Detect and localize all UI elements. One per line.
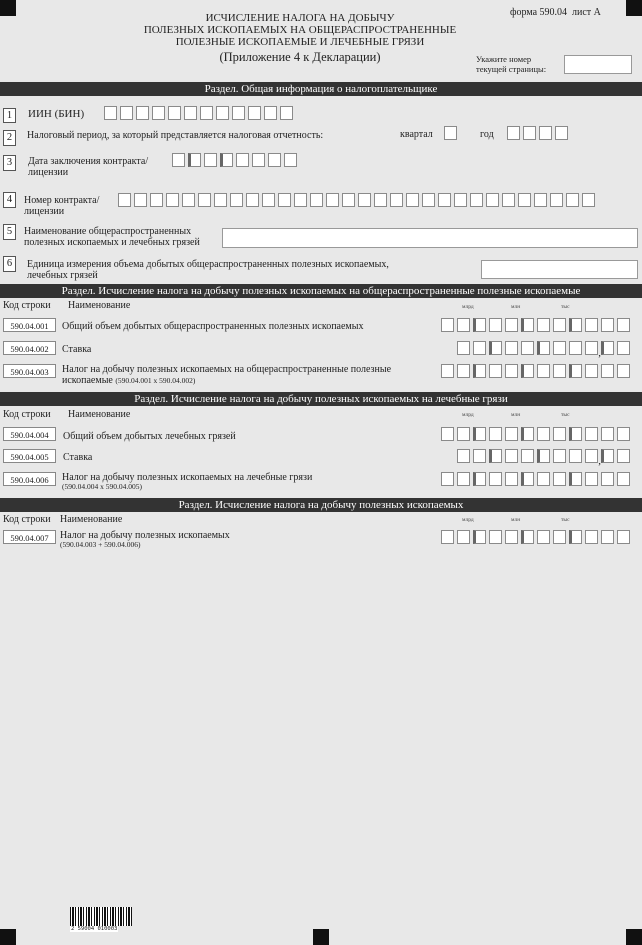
row-code-006: 590.04.006 — [3, 472, 56, 486]
row-name-003-line-2 — [62, 375, 391, 386]
contract-number-label-2: лицензии — [24, 206, 65, 217]
barcode — [70, 907, 132, 926]
corner-marker-bottom-left — [0, 929, 16, 945]
row-input-001[interactable] — [441, 318, 633, 332]
quarter-label: квартал — [400, 129, 433, 140]
corner-marker-top-right — [626, 0, 642, 16]
mineral-name-label — [24, 226, 200, 248]
page-label-line-1: Укажите номер — [476, 54, 532, 64]
row-input-003[interactable] — [441, 364, 633, 378]
col-code-header-total: Код строки — [3, 514, 51, 525]
unit-ths-mud: тыс — [561, 412, 570, 418]
field-number-2: 2 — [3, 130, 16, 146]
field-number-6: 6 — [3, 256, 16, 272]
row-code-001: 590.04.001 — [3, 318, 56, 332]
col-name-header-mud: Наименование — [68, 409, 131, 420]
row-name-007-line-1: Налог на добычу полезных ископаемых — [60, 530, 230, 541]
unit-measure-label-1: Единица измерения объема добытых общераспространенных полезных ископаемых, — [27, 259, 389, 270]
unit-measure-label — [27, 259, 389, 281]
row-formula-003: (590.04.001 x 590.04.002) — [115, 376, 196, 385]
barcode-text: 2 59004 010003 — [71, 926, 118, 932]
form-subtitle: (Приложение 4 к Декларации) — [219, 50, 381, 64]
page-label-line-2: текущей страницы: — [476, 64, 547, 74]
form-title — [120, 12, 480, 63]
col-name-header-total: Наименование — [60, 514, 123, 525]
corner-marker-bottom-right — [626, 929, 642, 945]
mineral-name-label-2: полезных ископаемых и лечебных грязей — [24, 237, 200, 248]
tax-period-label: Налоговый период, за который представляется налоговая отчетность: — [27, 130, 324, 141]
row-name-004: Общий объем добытых лечебных грязей — [63, 431, 236, 442]
field-number-1: 1 — [3, 108, 16, 123]
row-name-003-line-1: Налог на добычу полезных ископаемых на общераспространенные полезные — [62, 364, 392, 375]
title-line-2: ПОЛЕЗНЫХ ИСКОПАЕМЫХ НА ОБЩЕРАСПРОСТРАНЕННЫЕ — [143, 24, 457, 36]
col-code-header-mud: Код строки — [3, 409, 51, 420]
col-code-header: Код строки — [3, 300, 51, 311]
unit-bln-total: млрд — [462, 517, 474, 523]
contract-number-label — [24, 195, 99, 217]
row-name-007 — [60, 530, 230, 549]
row-name-003 — [62, 364, 391, 386]
row-code-003: 590.04.003 — [3, 364, 56, 378]
section-mud-header: Раздел. Исчисление налога на добычу полезных ископаемых на лечебные грязи — [0, 392, 642, 406]
row-code-002: 590.04.002 — [3, 341, 56, 355]
row-input-004[interactable] — [441, 427, 633, 441]
row-input-005[interactable] — [457, 449, 633, 463]
contract-date-label — [28, 156, 148, 178]
unit-bln-mud: млрд — [462, 412, 474, 418]
corner-marker-top-left — [0, 0, 16, 16]
contract-date-label-1: Дата заключения контракта/ — [28, 156, 149, 167]
iin-input[interactable] — [104, 106, 296, 120]
row-code-005: 590.04.005 — [3, 449, 56, 463]
row-name-006 — [62, 472, 312, 491]
unit-mln-total: млн — [511, 517, 521, 523]
section-common-header: Раздел. Исчисление налога на добычу полезных ископаемых на общераспространенные полезные ископаемые — [0, 284, 642, 298]
field-number-5: 5 — [3, 224, 16, 240]
row-code-004: 590.04.004 — [3, 427, 56, 441]
page-number-input[interactable] — [564, 55, 632, 74]
unit-bln: млрд — [462, 304, 474, 310]
unit-ths-total: тыс — [561, 517, 570, 523]
mineral-name-label-1: Наименование общераспространенных — [24, 226, 192, 237]
row-formula-006: (590.04.004 x 590.04.005) — [62, 482, 142, 491]
year-input[interactable] — [507, 126, 571, 140]
field-number-3: 3 — [3, 155, 16, 171]
row-name-003-line-2-text: ископаемые — [62, 375, 113, 386]
mineral-name-input[interactable] — [222, 228, 638, 248]
row-name-002: Ставка — [62, 344, 92, 355]
row-name-005: Ставка — [63, 452, 93, 463]
row-input-006[interactable] — [441, 472, 633, 486]
title-line-1: ИСЧИСЛЕНИЕ НАЛОГА НА ДОБЫЧУ — [205, 12, 395, 24]
col-name-header: Наименование — [68, 300, 131, 311]
row-name-001: Общий объем добытых общераспространенных полезных ископаемых — [62, 321, 364, 332]
unit-ths: тыс — [561, 304, 570, 310]
quarter-input[interactable] — [444, 126, 460, 140]
row-input-002[interactable] — [457, 341, 633, 355]
section-general-header: Раздел. Общая информация о налогоплательщике — [0, 82, 642, 96]
form-code-text: форма 590.04 — [510, 7, 568, 18]
unit-mln: млн — [511, 304, 521, 310]
form-code — [510, 7, 601, 18]
contract-number-input[interactable] — [118, 193, 598, 207]
row-input-007[interactable] — [441, 530, 633, 544]
contract-date-label-2: лицензии — [28, 167, 69, 178]
row-name-006-line-1: Налог на добычу полезных ископаемых на лечебные грязи — [62, 472, 313, 483]
section-total-header: Раздел. Исчисление налога на добычу полезных ископаемых — [0, 498, 642, 512]
corner-marker-bottom-mid — [313, 929, 329, 945]
iin-label: ИИН (БИН) — [28, 108, 85, 120]
page-number-label — [476, 54, 546, 74]
unit-mln-mud: млн — [511, 412, 521, 418]
unit-measure-input[interactable] — [481, 260, 638, 279]
field-number-4: 4 — [3, 192, 16, 208]
row-formula-007: (590.04.003 + 590.04.006) — [60, 540, 141, 549]
title-line-3: ПОЛЕЗНЫЕ ИСКОПАЕМЫЕ И ЛЕЧЕБНЫЕ ГРЯЗИ — [175, 36, 425, 48]
unit-measure-label-2: лечебных грязей — [27, 270, 98, 281]
contract-number-label-1: Номер контракта/ — [24, 195, 100, 206]
sheet-label: лист А — [572, 7, 601, 18]
year-label: год — [480, 129, 494, 140]
contract-date-input[interactable] — [172, 153, 300, 167]
row-code-007: 590.04.007 — [3, 530, 56, 544]
